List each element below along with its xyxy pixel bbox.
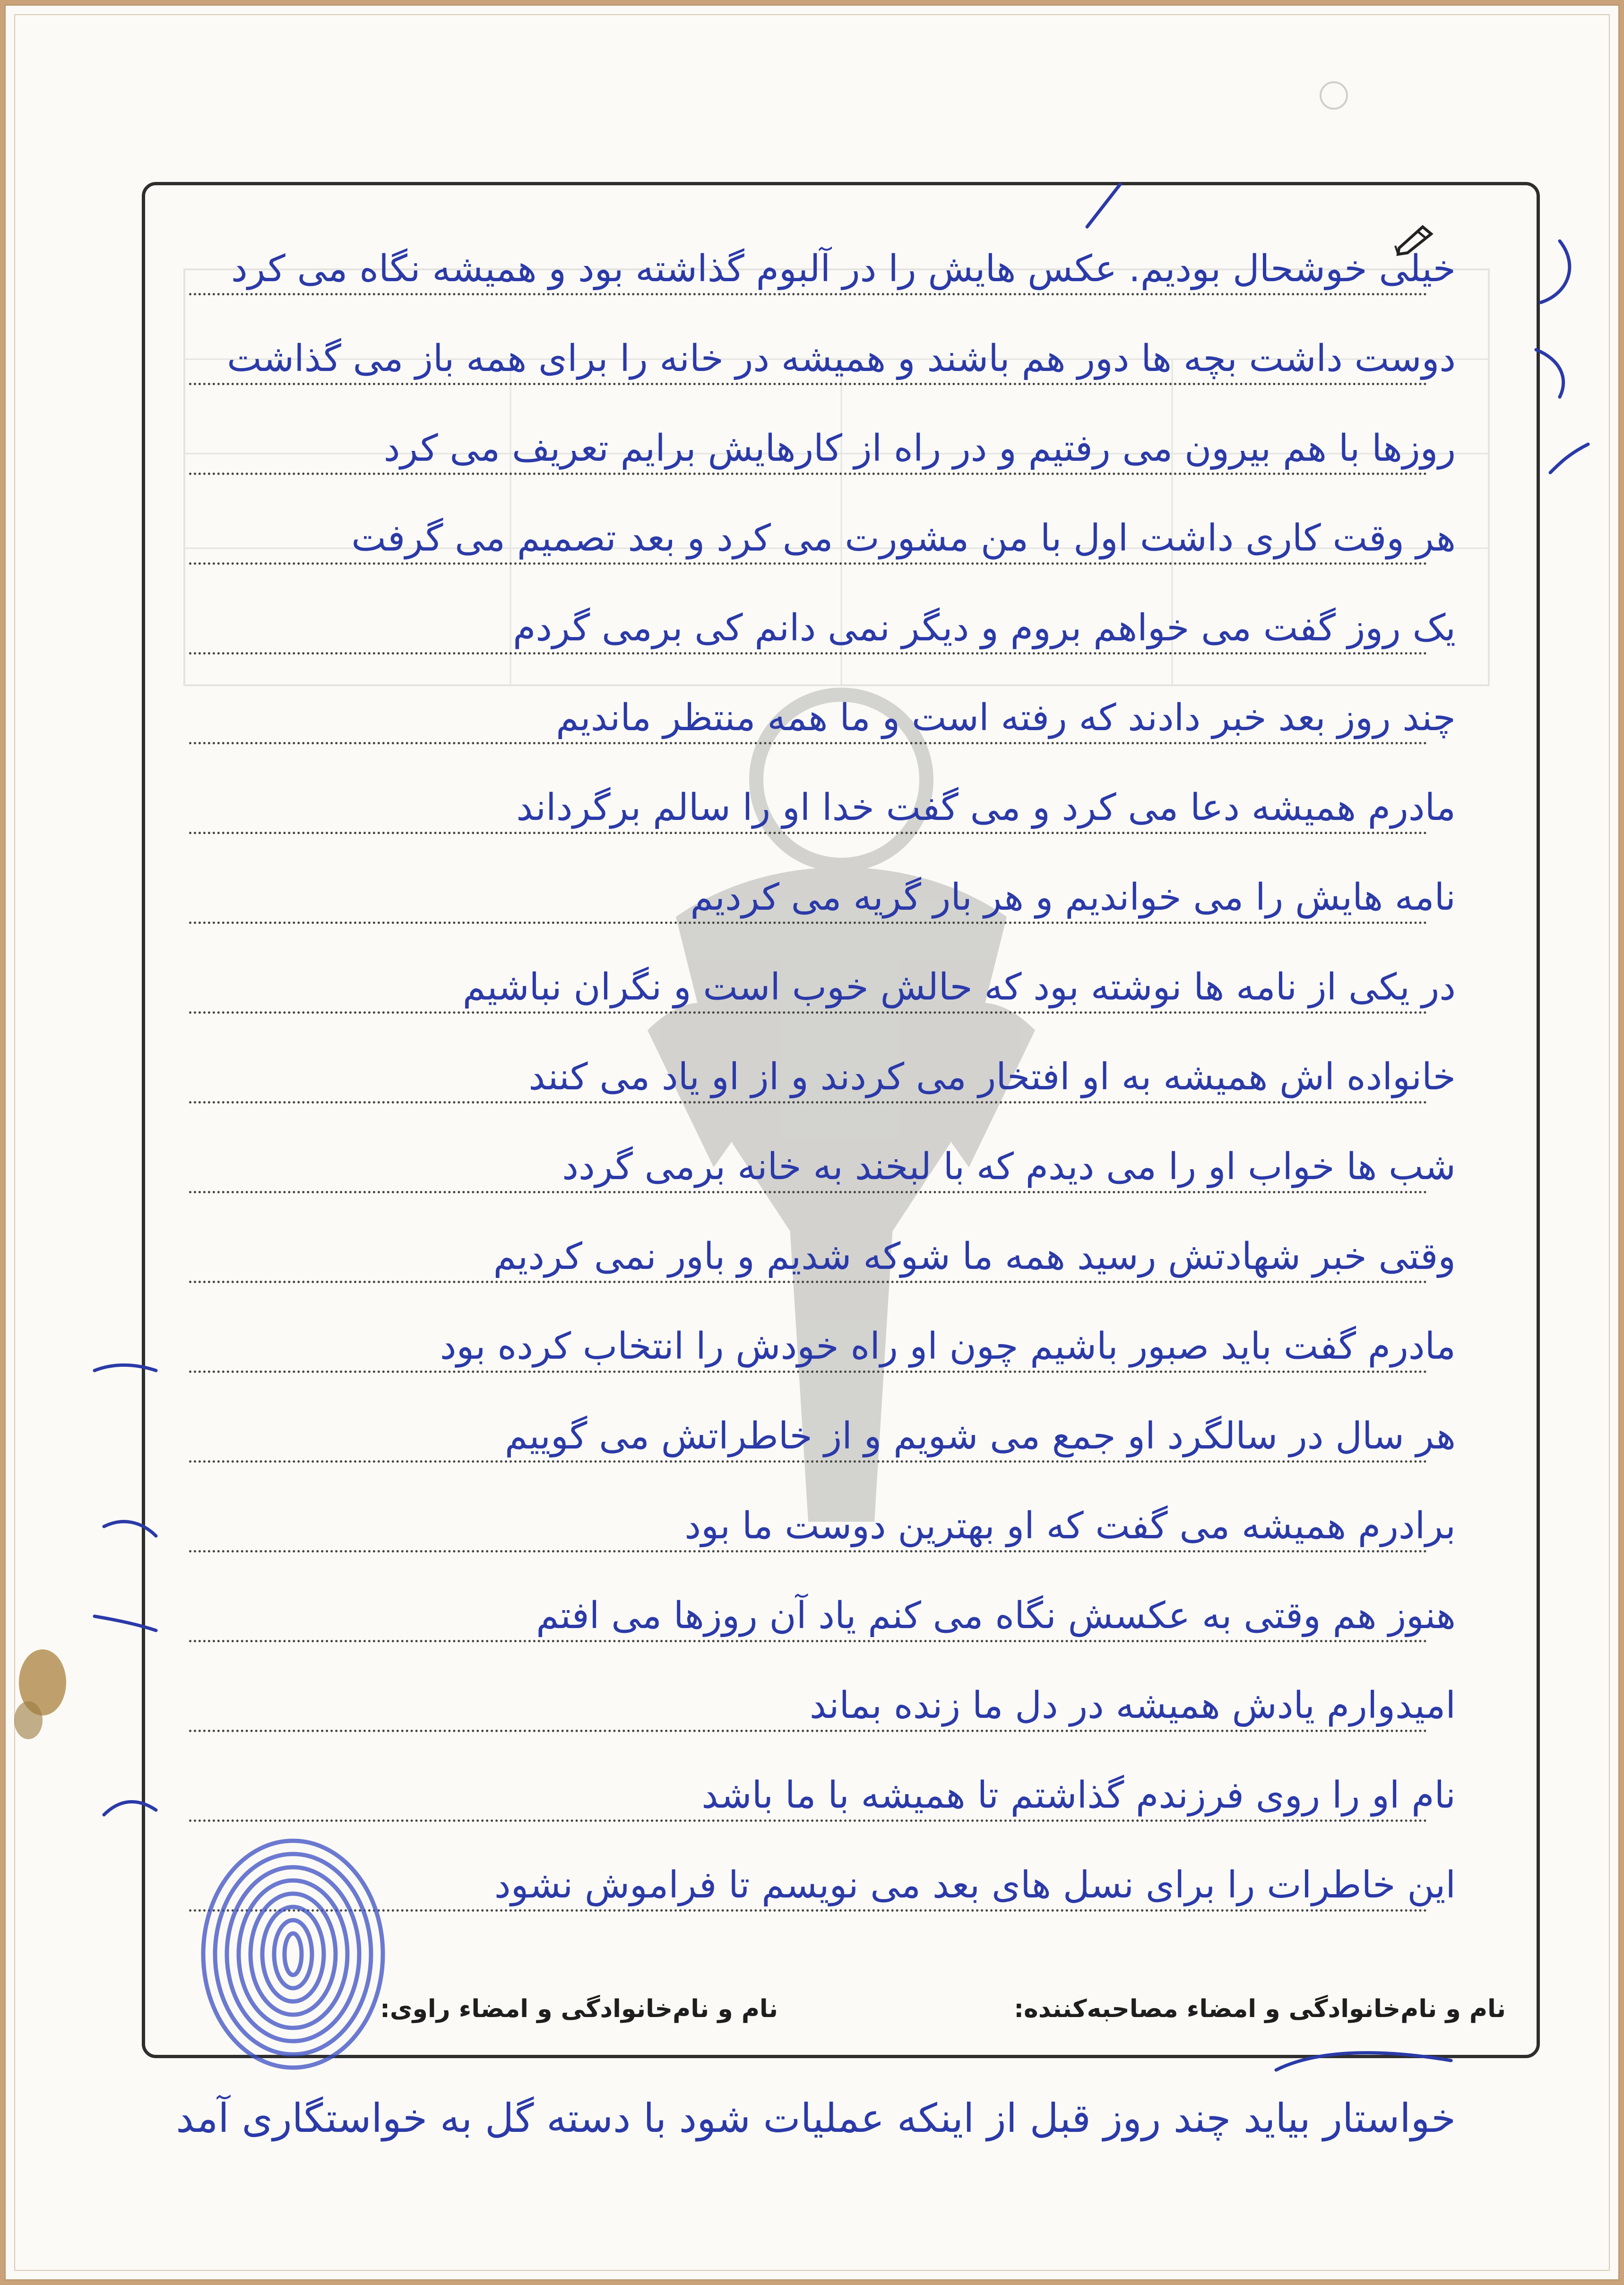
punch-hole bbox=[1320, 81, 1348, 110]
handwritten-line: مادرم همیشه دعا می کرد و می گفت خدا او را سالم برگرداند bbox=[516, 786, 1456, 829]
handwritten-line: نام او را روی فرزندم گذاشتم تا همیشه با ما باشد bbox=[701, 1774, 1456, 1817]
handwritten-line: شب ها خواب او را می دیدم که با لبخند به خانه برمی گردد bbox=[562, 1146, 1456, 1188]
handwritten-line: وقتی خبر شهادتش رسید همه ما شوکه شدیم و باور نمی کردیم bbox=[493, 1235, 1456, 1278]
handwritten-line: امیدوارم یادش همیشه در دل ما زنده بماند bbox=[809, 1684, 1456, 1727]
handwritten-line: خانواده اش همیشه به او افتخار می کردند و از او یاد می کنند bbox=[528, 1056, 1456, 1098]
handwritten-line: نامه هایش را می خواندیم و هر بار گریه می کردیم bbox=[690, 876, 1456, 919]
handwritten-line: چند روز بعد خبر دادند که رفته است و ما همه منتظر ماندیم bbox=[556, 697, 1456, 739]
handwritten-line: هر سال در سالگرد او جمع می شویم و از خاطراتش می گوییم bbox=[504, 1415, 1456, 1457]
narrator-signature-label: نام و نام‌خانوادگی و امضاء راوی: bbox=[380, 1995, 778, 2023]
footnote-handwriting: خواستار بیاید چند روز قبل از اینکه عملیات شود با دسته گل به خواستگاری آمد bbox=[176, 2095, 1456, 2141]
handwritten-line: یک روز گفت می خواهم بروم و دیگر نمی دانم کی برمی گردم bbox=[513, 607, 1456, 649]
interviewer-signature-label: نام و نام‌خانوادگی و امضاء مصاحبه‌کننده: bbox=[1014, 1995, 1506, 2023]
handwritten-line: هر وقت کاری داشت اول با من مشورت می کرد و بعد تصمیم می گرفت bbox=[351, 517, 1456, 560]
handwritten-line: این خاطرات را برای نسل های بعد می نویسم تا فراموش نشود bbox=[494, 1864, 1456, 1906]
handwritten-line: مادرم گفت باید صبور باشیم چون او راه خودش را انتخاب کرده بود bbox=[440, 1325, 1456, 1368]
handwritten-line: برادرم همیشه می گفت که او بهترین دوست ما بود bbox=[684, 1505, 1456, 1547]
handwritten-line: هنوز هم وقتی به عکسش نگاه می کنم یاد آن روزها می افتم bbox=[536, 1595, 1456, 1637]
handwritten-line: روزها با هم بیرون می رفتیم و در راه از کارهایش برایم تعریف می کرد bbox=[383, 427, 1456, 470]
fingerprint-icon bbox=[194, 1827, 392, 2072]
handwritten-line: در یکی از نامه ها نوشته بود که حالش خوب است و نگران نباشیم bbox=[462, 966, 1456, 1009]
handwritten-line: دوست داشت بچه ها دور هم باشند و همیشه در خانه را برای همه باز می گذاشت bbox=[227, 337, 1456, 380]
handwritten-line: خیلی خوشحال بودیم. عکس هایش را در آلبوم گذاشته بود و همیشه نگاه می کرد bbox=[231, 248, 1456, 290]
stain-mark bbox=[9, 1640, 71, 1749]
